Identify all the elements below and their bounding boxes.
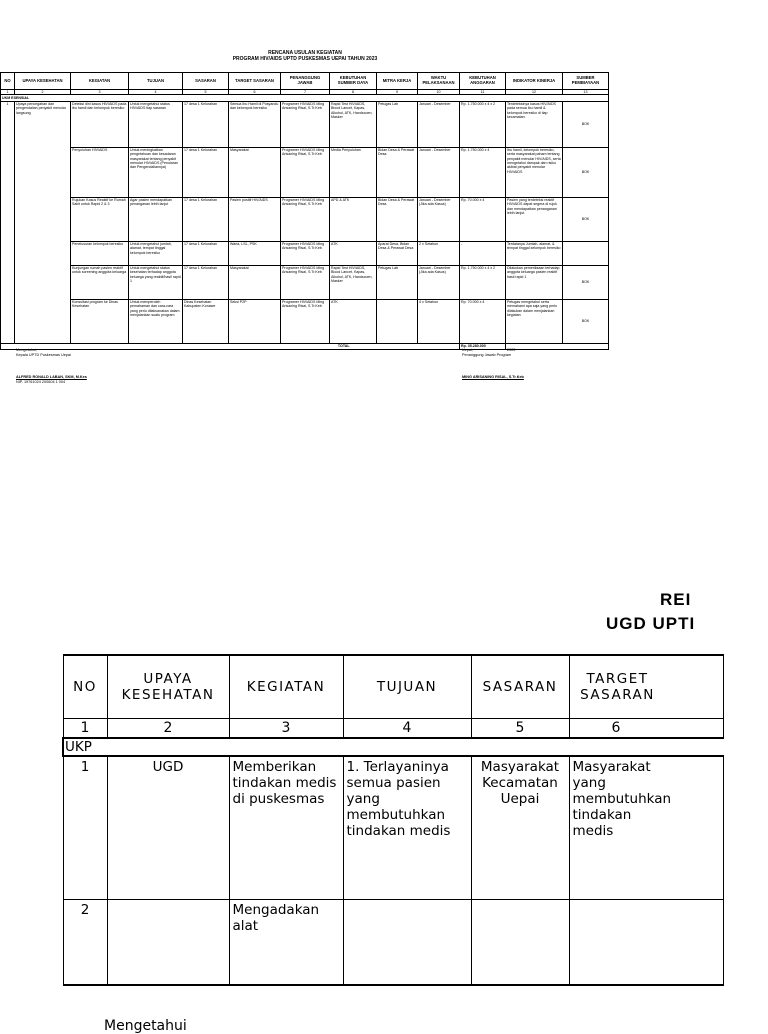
table-cell: Bidan Desa & Perawat Desa (377, 147, 418, 197)
doc1-sig-left-line2: Kepala UPTD Puskesmas Uepai (16, 353, 71, 357)
doc1-column-number: 10 (418, 90, 460, 95)
table-cell: Agar pasien mendapatkan penanganan lebih lanjut (129, 197, 183, 241)
table-cell: ATK (330, 299, 377, 343)
doc2-column-number: 6 (569, 719, 723, 739)
table-cell (15, 147, 71, 197)
table-cell: Deteksi dini kasus HIV/AIDS pada ibu hamil dan kelompok beresiko (71, 101, 129, 147)
table-cell: Petugas Lab (377, 101, 418, 147)
table-cell (377, 299, 418, 343)
table-cell: Rp. 1.750.000 x 4 (460, 147, 506, 197)
table-cell: Dilakukan pemeriksaan terhadap anggota keluarga pasien reaktif hasil rapid 1 (506, 265, 563, 299)
doc1-column-number: 2 (15, 90, 71, 95)
doc1-header-cell: INDIKATOR KINERJA (506, 73, 563, 90)
table-cell: Untuk mengetahui status HIV/AIDS tiap sasaran (129, 101, 183, 147)
doc1-column-number: 8 (330, 90, 377, 95)
table-cell: Programer HIV/AIDS Ming Arisaning Risal, S.Tr.Keb (281, 241, 330, 265)
doc1-sig-right-year: 2022 (506, 348, 516, 352)
table-cell: 1 (1, 101, 15, 147)
doc1-header-cell: WAKTU PELAKSANAAN (418, 73, 460, 90)
doc2-column-number: 3 (229, 719, 343, 739)
doc1-sig-left-nip: NIP. 19761024 200604 1 004 (16, 380, 66, 384)
doc2-header-cell: TUJUAN (343, 655, 471, 719)
doc1-column-number: 1 (1, 90, 15, 95)
table-cell: Rp. 1.750.000 x 4 x 2 (460, 265, 506, 299)
table-cell (563, 241, 609, 265)
doc1-column-number: 6 (229, 90, 281, 95)
table-cell (15, 197, 71, 241)
doc1-plan-table (0, 72, 609, 350)
doc1-column-number: 13 (563, 90, 609, 95)
table-row (1, 147, 609, 197)
document-page-hiv-aids (0, 50, 610, 384)
table-cell: Terdeteksinya kasus HIV/AIDS pada semua ibu hamil & kelompok beresiko di tiap kecamatan. (506, 101, 563, 147)
doc1-header-cell: MITRA KERJA (377, 73, 418, 90)
doc2-title-line2: UGD UPTI (606, 614, 696, 633)
doc1-sig-right-name: MING ARISANING RISAL, S.Tr.Keb (462, 375, 524, 379)
doc1-column-number: 11 (460, 90, 506, 95)
doc1-header-cell: KEBUTUHAN SUMBER DAYA (330, 73, 377, 90)
doc2-section-row (63, 738, 723, 756)
doc1-signature-left (16, 348, 87, 385)
doc1-sig-right-line2: Penanggung Jawab Program (462, 353, 512, 357)
table-cell: Untuk mengetahui status kesehatan terhadap anggota keluarga yang reaktif/hasil rapid 1 (129, 265, 183, 299)
table-cell: Programer HIV/AIDS Ming Arisaning Risal, S.Tr.Keb (281, 101, 330, 147)
table-cell: Untuk mengetahui jumlah, alamat, tempat tinggal kelompok beresiko (129, 241, 183, 265)
doc1-column-number: 5 (183, 90, 229, 95)
doc1-header-cell: KEGIATAN (71, 73, 129, 90)
doc1-signature-right (462, 348, 524, 380)
table-cell: Penyuluhan HIV/AIDS (71, 147, 129, 197)
table-row (63, 900, 723, 986)
doc1-header-cell: TUJUAN (129, 73, 183, 90)
table-cell: 2 x Setahun (418, 241, 460, 265)
table-cell (1, 265, 15, 299)
table-cell (15, 299, 71, 343)
table-cell: Media Penyuluhan (330, 147, 377, 197)
doc1-title-line1: RENCANA USULAN KEGIATAN (268, 50, 342, 56)
table-cell: Bidan Desa & Perawat Desa (377, 197, 418, 241)
table-cell: APD & ATK (330, 197, 377, 241)
table-cell (1, 299, 15, 343)
doc2-header-cell: UPAYA KESEHATAN (107, 655, 229, 719)
doc2-cell (107, 900, 229, 986)
doc1-column-number: 7 (281, 90, 330, 95)
doc1-sig-left-name: ALFRED RONALD LABAN, SKM, M.Kes (16, 375, 87, 379)
doc2-footer-text: Mengetahui (104, 1018, 187, 1034)
doc2-cell: Masyarakat yang membutuhkan tindakan medis (569, 756, 723, 900)
doc2-header-cell: NO (63, 655, 107, 719)
doc1-sig-left-line1: Mengetahui, (16, 348, 37, 352)
doc2-cell: Mengadakan alat (229, 900, 343, 986)
table-cell: Programer HIV/AIDS Ming Arisaning Risal, S.Tr.Keb (281, 299, 330, 343)
table-cell: Programer HIV/AIDS Ming Arisaning Risal, S.Tr.Keb (281, 197, 330, 241)
doc2-cell: UGD (107, 756, 229, 900)
table-cell: Untuk meningkatkan pengetahuan dan kesadaran masyarakat tentang penyakit menular HIV/AIDS (Penularan dan Pengendaliannya) (129, 147, 183, 197)
table-cell: Upaya pencegahan dan pengendalian penyakit menular langsung (15, 101, 71, 147)
table-row (1, 299, 609, 343)
table-cell: Pasien positif HIV/AIDS (229, 197, 281, 241)
table-cell: Rapid Test HIV/AIDS, Blood Lancet, Kapas, Alkohol, ATK, Handscoen, Masker (330, 101, 377, 147)
doc1-sig-right-line1: Uepai, (462, 348, 473, 352)
doc2-column-number: 4 (343, 719, 471, 739)
table-cell: Seksi P2P (229, 299, 281, 343)
doc2-cell (343, 900, 471, 986)
table-cell: BOK (563, 197, 609, 241)
table-cell: 17 desa 1 Kelurahan (183, 241, 229, 265)
table-cell: Terdatanya Jumlah, alamat, & tempat tinggal kelompok beresiko (506, 241, 563, 265)
table-row (1, 241, 609, 265)
doc2-header-cell: KEGIATAN (229, 655, 343, 719)
doc1-header-cell: SASARAN (183, 73, 229, 90)
table-cell (15, 241, 71, 265)
table-cell: Dinas Kesehatan Kabupaten Konawe (183, 299, 229, 343)
doc2-header-cell: TARGET SASARAN (569, 655, 723, 719)
table-cell: 4 x Setahun (418, 299, 460, 343)
table-cell: Januari - Desember (418, 147, 460, 197)
table-cell: BOK (563, 299, 609, 343)
table-cell: Rp. 1.750.000 x 4 x 2 (460, 101, 506, 147)
doc2-header-row (63, 655, 723, 719)
document-page-ugd (0, 580, 768, 1034)
doc2-column-number: 2 (107, 719, 229, 739)
table-cell: Rp. 70.000 x 4 (460, 299, 506, 343)
doc1-total-label: TOTAL (229, 343, 460, 349)
table-row (1, 101, 609, 147)
table-cell: Programer HIV/AIDS Ming Arisaning Risal, S.Tr.Keb (281, 147, 330, 197)
doc2-header-cell: SASARAN (471, 655, 569, 719)
table-row (1, 197, 609, 241)
doc1-column-number: 12 (506, 90, 563, 95)
doc2-cell (471, 900, 569, 986)
doc1-header-cell: PENANGGUNG JAWAB (281, 73, 330, 90)
table-cell (1, 241, 15, 265)
table-cell: Waria, LSL, PSK (229, 241, 281, 265)
doc1-column-number: 3 (71, 90, 129, 95)
doc1-header-cell: NO (1, 73, 15, 90)
doc2-cell: 1 (63, 756, 107, 900)
table-cell (1, 147, 15, 197)
table-cell: ATK (330, 241, 377, 265)
table-cell (15, 265, 71, 299)
table-cell: Masyarakat (229, 147, 281, 197)
table-cell: Untuk memperoleh pemahaman dan cara-cara yang perlu dilaksanakan dalam menjalankan suatu program (129, 299, 183, 343)
doc2-column-number-row (63, 719, 723, 739)
table-cell: Rapid Test HIV/AIDS, Blood Lancet, Kapas, Alkohol, ATK, Handscoen, Masker (330, 265, 377, 299)
doc2-section-label: UKP (63, 738, 723, 756)
doc1-column-number: 4 (129, 90, 183, 95)
table-cell (1, 197, 15, 241)
table-cell: 17 desa 1 Kelurahan (183, 101, 229, 147)
table-cell: Masyarakat (229, 265, 281, 299)
table-cell: 17 desa 1 Kelurahan (183, 197, 229, 241)
doc2-cell: Memberikan tindakan medis di puskesmas (229, 756, 343, 900)
doc1-title-line2: PROGRAM HIV/AIDS UPTD PUSKESMAS UEPAI TAHUN 2023 (232, 56, 378, 62)
table-cell: Konsultasi program ke Dinas Kesehatan (71, 299, 129, 343)
doc1-header-row (1, 73, 609, 90)
doc2-cell: Masyarakat Kecamatan Uepai (471, 756, 569, 900)
table-row (1, 265, 609, 299)
table-cell: Januari - Desember (Jika ada Kasus) (418, 197, 460, 241)
table-cell: BOK (563, 147, 609, 197)
table-row (63, 756, 723, 900)
doc1-header-cell: KEBUTUHAN ANGGARAN (460, 73, 506, 90)
doc2-plan-table (62, 654, 724, 986)
table-cell: Ibu hamil, kelompok beresiko, serta masyarakat paham tentang penyakit menular HIV/AIDS, serta mengetahui dampak dan risiko akibat penyakit menular HIV/AIDS (506, 147, 563, 197)
doc2-cell: 1. Terlayaninya semua pasien yang membutuhkan tindakan medis (343, 756, 471, 900)
doc2-visible-area: REI UGD UPTI NO UPAYA KESEHATAN KEGIATAN TUJUAN SASARAN TARGET SASARAN 1 2 3 4 5 6 UKP 1 UGD Memberikan tindakan medis di puskesmas 1. Terlayaninya semua pasien yang membutuhkan tindakan medis Masyarakat Kecamatan Uepai Masyarakat yang membutuhkan tindakan medis 2 Mengadakan alat Mengetahui (0, 580, 690, 1024)
table-cell: Programer HIV/AIDS Ming Arisaning Risal, S.Tr.Keb (281, 265, 330, 299)
doc1-table-body (1, 101, 609, 343)
table-cell: Januari - Desember (Jika ada Kasus) (418, 265, 460, 299)
doc1-column-number: 9 (377, 90, 418, 95)
table-cell: BOK (563, 265, 609, 299)
table-cell: Januari - Desember (418, 101, 460, 147)
doc1-total-value: Rp. 35.280.000 (460, 343, 506, 349)
table-cell: Kunjungan rumah pasien reaktif untuk screening anggota keluarga (71, 265, 129, 299)
table-cell: Semua Ibu Hamil di Posyandu dan kelompok beresiko (229, 101, 281, 147)
table-cell: Penelusuran kelompok beresiko (71, 241, 129, 265)
doc2-column-number: 1 (63, 719, 107, 739)
table-cell: 17 desa 1 Kelurahan (183, 265, 229, 299)
doc2-cell: 2 (63, 900, 107, 986)
doc2-cell (569, 900, 723, 986)
table-cell: Rujukan Kasus Reaktif ke Rumah Sakit untuk Rapid 2 & 3 (71, 197, 129, 241)
table-cell: Rp. 70.000 x 4 (460, 197, 506, 241)
doc2-column-number: 5 (471, 719, 569, 739)
table-cell: Petugas mengetahui serta memahami apa saja yang perlu dilakukan dalam menjalankan kegiatan (506, 299, 563, 343)
table-cell: Petugas Lab (377, 265, 418, 299)
doc1-header-cell: SUMBER PEMBIAYAAN (563, 73, 609, 90)
table-cell: 17 desa 1 Kelurahan (183, 147, 229, 197)
doc1-header-cell: TARGET SASARAN (229, 73, 281, 90)
table-cell: - (460, 241, 506, 265)
table-cell: Pasien yang terdeteksi reaktif HIV/AIDS dapat segera di rujuk dan mendapatkan penanganan lebih lanjut. (506, 197, 563, 241)
table-cell: Aparat Desa, Bidan Desa & Perawat Desa (377, 241, 418, 265)
doc1-header-cell: UPAYA KESEHATAN (15, 73, 71, 90)
doc1-section-label: UKM ESENSIAL (1, 95, 609, 101)
table-cell: BOK (563, 101, 609, 147)
